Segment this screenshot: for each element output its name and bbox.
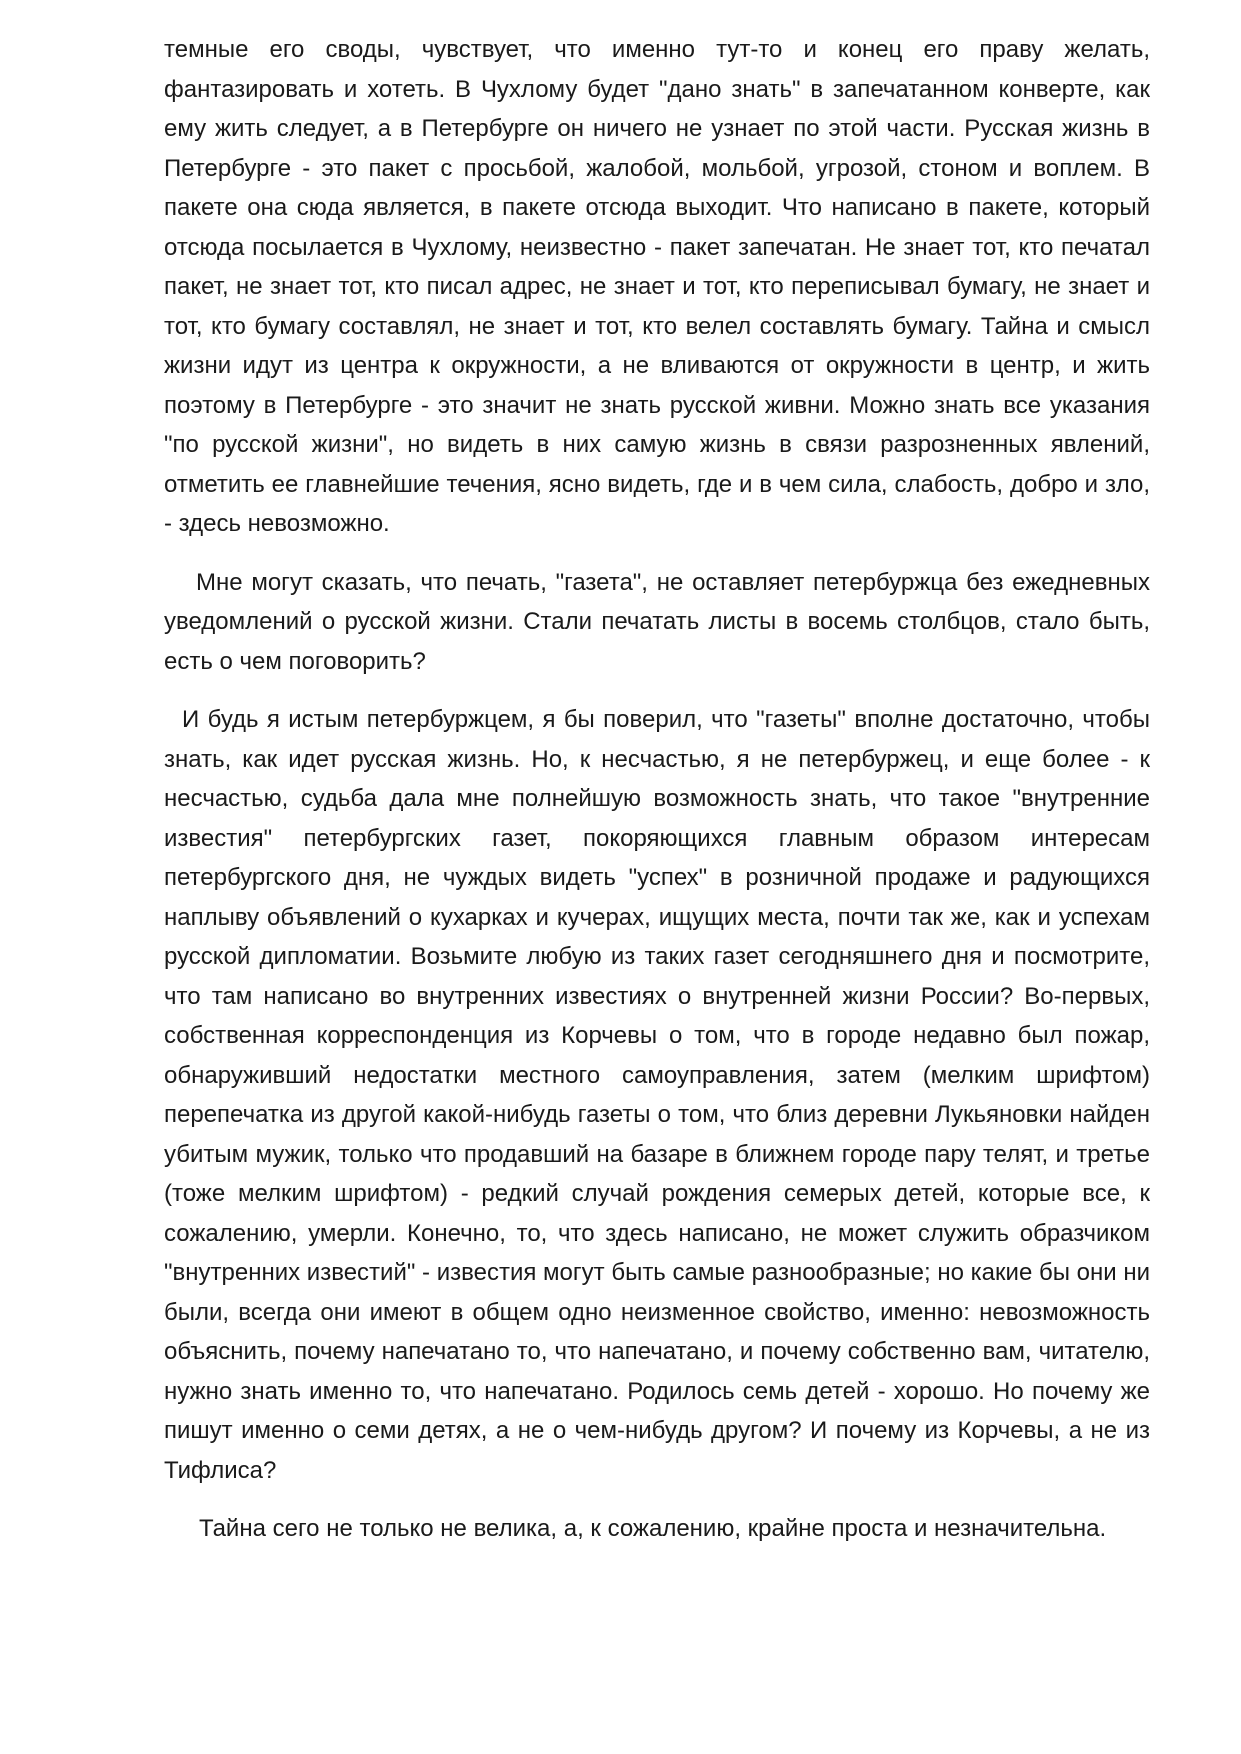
document-page xyxy=(164,30,1150,1549)
paragraph-4: Тайна сего не только не велика, а, к сожалению, крайне проста и незначительна. xyxy=(199,1515,1107,1542)
paragraph-2: Мне могут сказать, что печать, "газета", не оставляет петербуржца без ежедневных уведомлений о русской жизни. Стали печатать листы в восемь столбцов, стало быть, есть о чем поговорить? xyxy=(164,568,1150,675)
paragraph-3: И будь я истым петербуржцем, я бы поверил, что "газеты" вполне достаточно, чтобы знать, как идет русская жизнь. Но, к несчастью, я не петербуржец, и еще более - к несчастью, судьба дала мне полнейшую возможность знать, что такое "внутренние известия" петербургских газет, покоряющихся главным образом интересам петербургского дня, не чуждых видеть "успех" в розничной продаже и радующихся наплыву объявлений о кухарках и кучерах, ищущих места, почти так же, как и успехам русской дипломатии. Возьмите любую из таких газет сегодняшнего дня и посмотрите, что там написано во внутренних известиях о внутренней жизни России? Во-первых, собственная корреспонденция из Корчевы о том, что в городе недавно был пожар, обнаруживший недостатки местного самоуправления, затем (мелким шрифтом) перепечатка из другой какой-нибудь газеты о том, что близ деревни Лукьяновки найден убитым мужик, только что продавший на базаре в ближнем городе пару телят, и третье (тоже мелким шрифтом) - редкий случай рождения семерых детей, которые все, к сожалению, умерли. Конечно, то, что здесь написано, не может служить образчиком "внутренних известий" - известия могут быть самые разнообразные; но какие бы они ни были, всегда они имеют в общем одно неизменное свойство, именно: невозможность объяснить, почему напечатано то, что напечатано, и почему собственно вам, читателю, нужно знать именно то, что напечатано. Родилось семь детей - хорошо. Но почему же пишут именно о семи детях, а не о чем-нибудь другом? И почему из Корчевы, а не из Тифлиса? xyxy=(164,706,1150,1484)
paragraph-1: темные его своды, чувствует, что именно тут-то и конец его праву желать, фантазировать и хотеть. В Чухлому будет "дано знать" в запечатанном конверте, как ему жить следует, а в Петербурге он ничего не узнает по этой части. Русская жизнь в Петербурге - это пакет с просьбой, жалобой, мольбой, угрозой, стоном и воплем. В пакете она сюда является, в пакете отсюда выходит. Что написано в пакете, который отсюда посылается в Чухлому, неизвестно - пакет запечатан. Не знает тот, кто печатал пакет, не знает тот, кто писал адрес, не знает и тот, кто переписывал бумагу, не знает и тот, кто бумагу составлял, не знает и тот, кто велел составлять бумагу. Тайна и смысл жизни идут из центра к окружности, а не вливаются от окружности в центр, и жить поэтому в Петербурге - это значит не знать русской живни. Можно знать все указания "по русской жизни", но видеть в них самую жизнь в связи разрозненных явлений, отметить ее главнейшие течения, ясно видеть, где и в чем сила, слабость, добро и зло, - здесь невозможно. xyxy=(164,36,1150,537)
